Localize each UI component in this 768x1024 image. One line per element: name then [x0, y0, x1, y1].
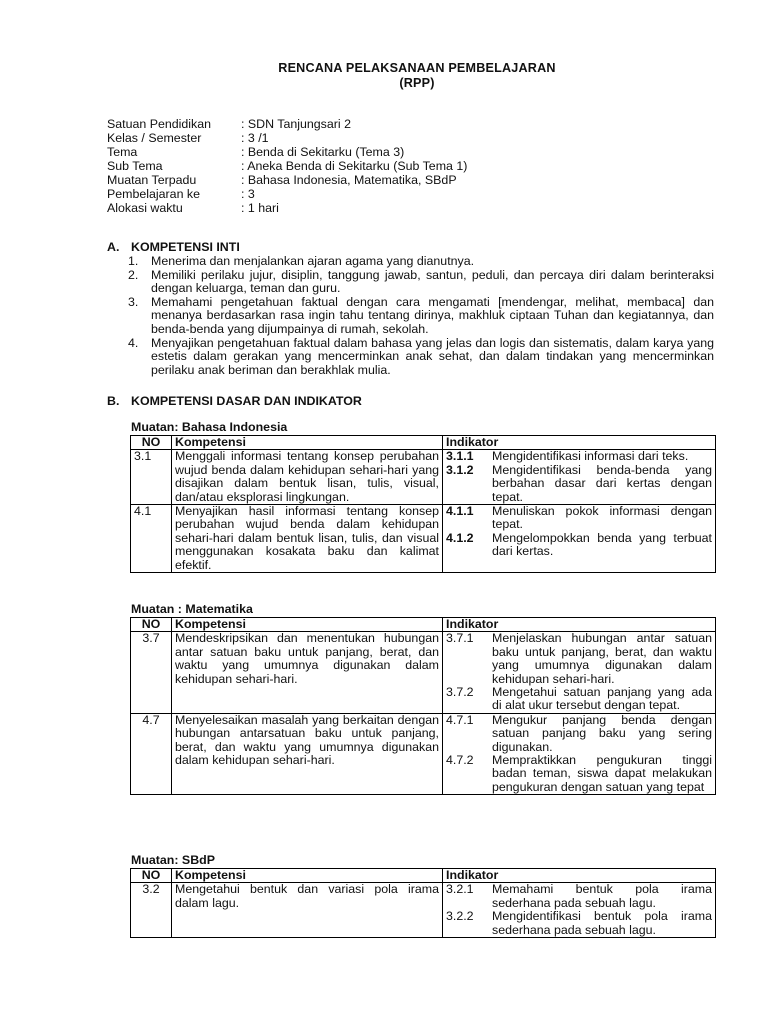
header-indikator: Indikator — [443, 869, 716, 883]
list-number: 4. — [128, 335, 139, 350]
table-row — [131, 713, 716, 794]
list-item — [128, 269, 714, 296]
section-heading-a — [107, 240, 240, 254]
list-item — [128, 337, 714, 378]
cell-no: 3.1 — [131, 450, 172, 505]
table-header-row — [131, 869, 716, 883]
table-header-row — [131, 436, 716, 450]
identity-value: : 3 /1 — [241, 131, 269, 145]
indikator-item — [446, 505, 712, 532]
cell-no: 4.1 — [131, 505, 172, 573]
indikator-number: 3.2.2 — [446, 909, 474, 924]
muatan-heading: Muatan : Matematika — [131, 602, 253, 616]
list-number: 1. — [128, 254, 139, 268]
identity-value: : 3 — [241, 187, 255, 201]
cell-kompetensi: Mengetahui bentuk dan variasi pola irama dalam lagu. — [172, 883, 443, 938]
identity-value: : 1 hari — [241, 201, 279, 215]
cell-no: 3.7 — [131, 632, 172, 713]
cell-indikator — [443, 632, 716, 713]
identity-label: Pembelajaran ke — [107, 187, 200, 201]
indikator-text: Mengidentifikasi benda-benda yang berbahan dasar dari kertas dengan tepat. — [492, 462, 712, 504]
table-row — [131, 883, 716, 938]
indikator-item — [446, 910, 712, 937]
cell-indikator — [443, 883, 716, 938]
indikator-text: Menuliskan pokok informasi dengan tepat. — [492, 504, 712, 532]
document-subtitle: (RPP) — [399, 76, 435, 90]
indikator-item — [446, 450, 712, 463]
identity-label: Satuan Pendidikan — [107, 117, 212, 131]
indikator-number: 3.1.2 — [446, 462, 474, 477]
indikator-item — [446, 714, 712, 754]
header-indikator: Indikator — [443, 436, 716, 450]
indikator-text: Mengidentifikasi bentuk pola irama sederhana pada sebuah lagu. — [492, 909, 712, 937]
cell-indikator — [443, 505, 716, 573]
list-number: 3. — [128, 294, 139, 309]
indikator-item — [446, 632, 712, 686]
indikator-number: 3.2.1 — [446, 882, 474, 897]
indikator-item — [446, 686, 712, 713]
cell-no: 3.2 — [131, 883, 172, 938]
table-row — [131, 450, 716, 505]
header-no: NO — [131, 436, 172, 450]
indikator-number: 4.7.1 — [446, 712, 474, 727]
section-title: KOMPETENSI DASAR DAN INDIKATOR — [131, 394, 362, 408]
list-text: Menerima dan menjalankan ajaran agama yang dianutnya. — [151, 254, 475, 268]
kd-table-sbdp — [130, 868, 716, 938]
indikator-text: Mempraktikkan pengukuran tinggi badan teman, siswa dapat melakukan pengukuran dengan satuan yang tepat — [492, 753, 712, 794]
indikator-item — [446, 464, 712, 504]
header-no: NO — [131, 869, 172, 883]
indikator-item — [446, 883, 712, 910]
identity-label: Sub Tema — [107, 159, 163, 173]
indikator-text: Menjelaskan hubungan antar satuan baku untuk panjang, berat, dan waktu yang umumnya digunakan dalam kehidupan sehari-hari. — [492, 631, 712, 686]
cell-kompetensi: Menyajikan hasil informasi tentang konsep perubahan wujud benda dalam kehidupan sehari-hari dalam bentuk lisan, tulis, dan visual menggunakan kosakata baku dan kalimat efektif. — [172, 505, 443, 573]
document-title: RENCANA PELAKSANAAN PEMBELAJARAN — [278, 61, 556, 75]
identity-value: : Bahasa Indonesia, Matematika, SBdP — [241, 173, 457, 187]
indikator-number: 4.1.2 — [446, 530, 474, 545]
identity-label: Tema — [107, 145, 138, 159]
indikator-number: 3.7.1 — [446, 631, 474, 646]
table-row — [131, 505, 716, 573]
indikator-number: 3.7.2 — [446, 685, 474, 700]
identity-label: Muatan Terpadu — [107, 173, 197, 187]
list-text: Memiliki perilaku jujur, disiplin, tanggung jawab, santun, peduli, dan percaya diri dalam berinteraksi dengan keluarga, teman dan guru. — [151, 267, 714, 296]
section-heading-b — [107, 394, 362, 408]
indikator-text: Mengelompokkan benda yang terbuat dari kertas. — [492, 530, 712, 559]
indikator-number: 3.1.1 — [446, 449, 474, 464]
kd-table-bahasa-indonesia — [130, 435, 716, 573]
muatan-heading: Muatan: Bahasa Indonesia — [131, 420, 288, 434]
cell-kompetensi: Menyelesaikan masalah yang berkaitan dengan hubungan antarsatuan baku untuk panjang, berat, dan waktu yang umumnya digunakan dalam kehidupan sehari-hari. — [172, 713, 443, 794]
indikator-text: Mengetahui satuan panjang yang ada di alat ukur tersebut dengan tepat. — [492, 685, 712, 713]
identity-value: : SDN Tanjungsari 2 — [241, 117, 351, 131]
cell-kompetensi: Menggali informasi tentang konsep perubahan wujud benda dalam kehidupan sehari-hari yang disajikan dalam bentuk lisan, tulis, visual, dan/atau eksplorasi lingkungan. — [172, 450, 443, 505]
kd-table-matematika — [130, 617, 716, 795]
cell-indikator — [443, 713, 716, 794]
list-text: Memahami pengetahuan faktual dengan cara mengamati [mendengar, melihat, membaca] dan menanya berdasarkan rasa ingin tahu tentang dirinya, makhluk ciptaan Tuhan dan kegiatannya, dan benda-benda yang dijumpainya di rumah, sekolah. — [151, 294, 714, 336]
muatan-heading: Muatan: SBdP — [131, 853, 215, 867]
table-row — [131, 632, 716, 713]
list-number: 2. — [128, 267, 139, 282]
identity-label: Kelas / Semester — [107, 131, 202, 145]
list-item — [128, 296, 714, 337]
indikator-text: Memahami bentuk pola irama sederhana pada sebuah lagu. — [492, 882, 712, 910]
identity-value: : Benda di Sekitarku (Tema 3) — [241, 145, 405, 159]
indikator-item — [446, 532, 712, 559]
kompetensi-inti-list — [128, 255, 714, 377]
header-kompetensi: Kompetensi — [172, 869, 443, 883]
indikator-item — [446, 754, 712, 794]
identity-label: Alokasi waktu — [107, 201, 183, 215]
cell-no: 4.7 — [131, 713, 172, 794]
header-kompetensi: Kompetensi — [172, 618, 443, 632]
cell-kompetensi: Mendeskripsikan dan menentukan hubungan antar satuan baku untuk panjang, berat, dan waktu yang umumnya digunakan dalam kehidupan sehari-hari. — [172, 632, 443, 713]
list-item — [128, 255, 714, 269]
indikator-number: 4.7.2 — [446, 753, 474, 768]
cell-indikator — [443, 450, 716, 505]
table-header-row — [131, 618, 716, 632]
section-title: KOMPETENSI INTI — [131, 240, 240, 254]
header-kompetensi: Kompetensi — [172, 436, 443, 450]
list-text: Menyajikan pengetahuan faktual dalam bahasa yang jelas dan logis dan sistematis, dalam karya yang estetis dalam gerakan yang mencerminkan anak sehat, dan dalam tindakan yang mencerminkan perilaku anak beriman dan berakhlak mulia. — [151, 335, 714, 377]
section-letter: B. — [107, 394, 120, 408]
indikator-text: Mengidentifikasi informasi dari teks. — [492, 449, 689, 464]
identity-value: : Aneka Benda di Sekitarku (Sub Tema 1) — [241, 159, 468, 173]
header-no: NO — [131, 618, 172, 632]
section-letter: A. — [107, 240, 120, 254]
header-indikator: Indikator — [443, 618, 716, 632]
indikator-text: Mengukur panjang benda dengan satuan panjang baku yang sering digunakan. — [492, 712, 712, 754]
indikator-number: 4.1.1 — [446, 504, 474, 519]
